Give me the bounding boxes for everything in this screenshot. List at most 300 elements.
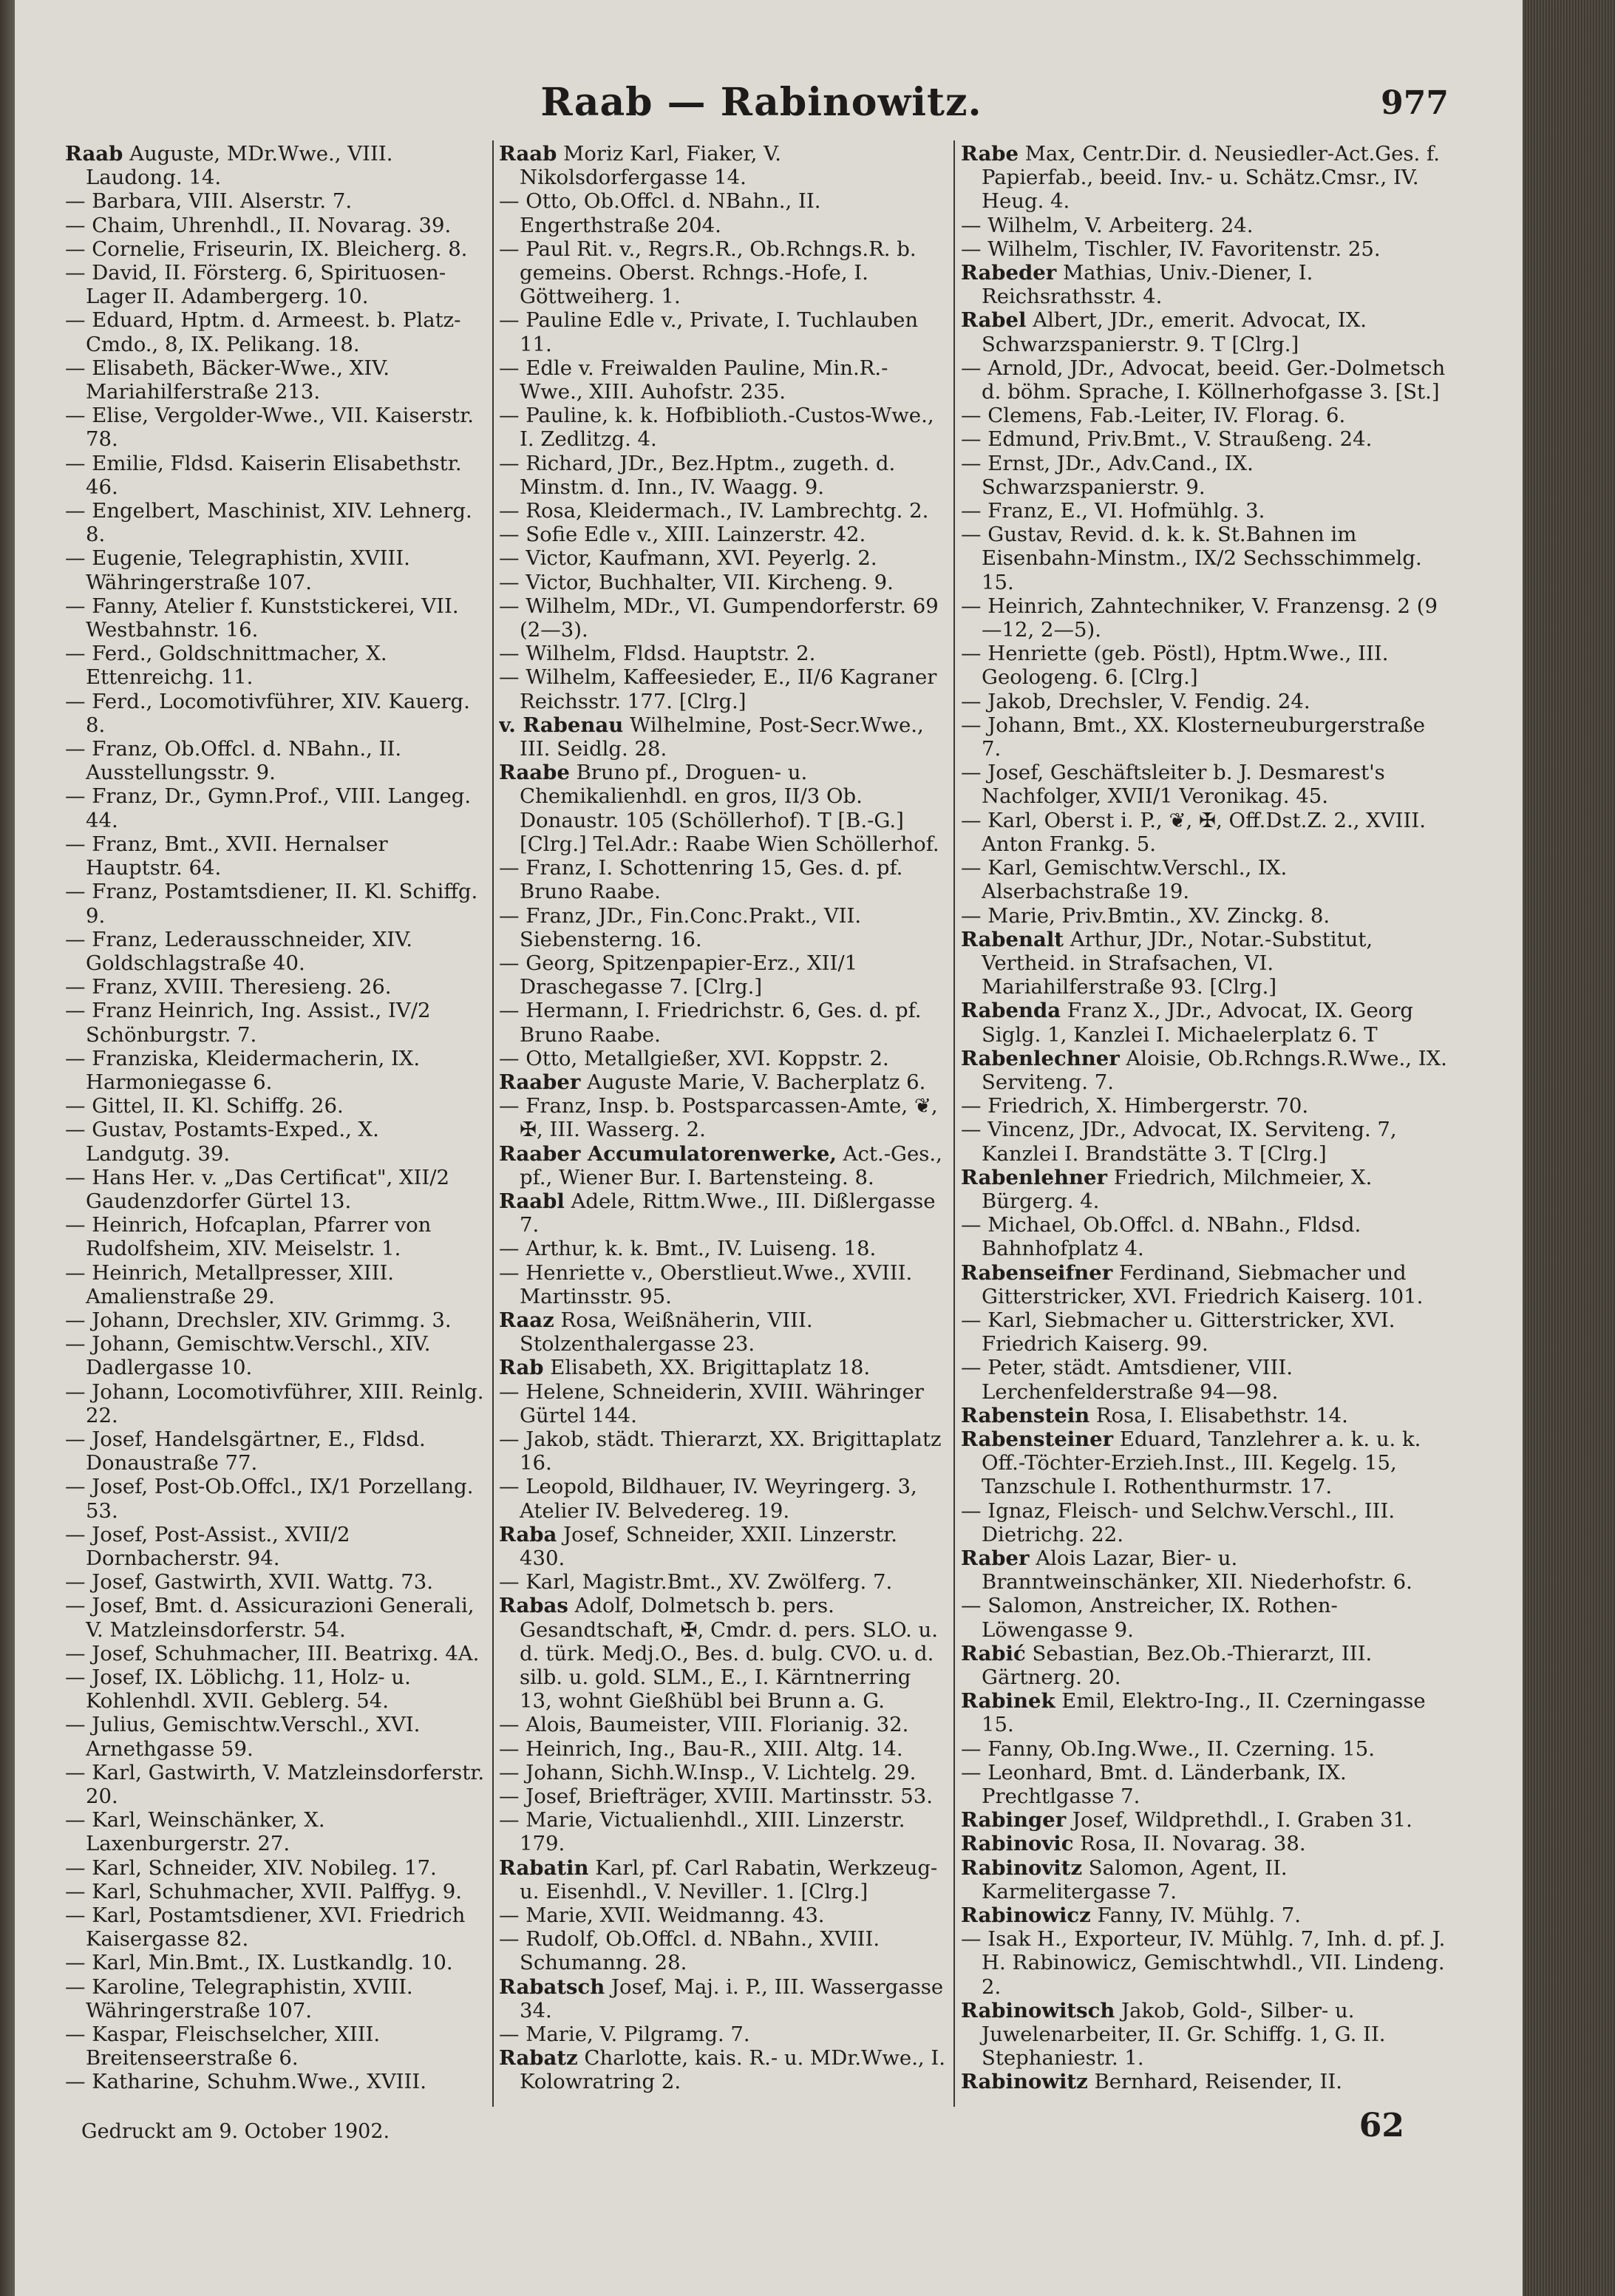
directory-entry bbox=[65, 1570, 488, 1594]
directory-entry bbox=[961, 1642, 1449, 1689]
entry-headword: Raab bbox=[65, 142, 123, 166]
entry-text: — Victor, Buchhalter, VII. Kircheng. 9. bbox=[499, 570, 894, 594]
entry-headword: Rabel bbox=[961, 308, 1027, 333]
entry-text: — Rosa, Kleidermach., IV. Lambrechtg. 2. bbox=[499, 499, 929, 523]
directory-entry bbox=[961, 1213, 1449, 1260]
directory-entry bbox=[961, 1761, 1449, 1808]
directory-entry bbox=[499, 523, 946, 546]
directory-entry bbox=[499, 1713, 946, 1736]
entry-text: Emil, Elektro-Ing., II. Czerningasse 15. bbox=[982, 1689, 1426, 1737]
directory-entry bbox=[961, 642, 1449, 689]
page-number: 977 bbox=[1381, 84, 1449, 122]
entry-text: — Josef, Schuhmacher, III. Beatrixg. 4A. bbox=[65, 1641, 480, 1665]
directory-entry bbox=[961, 1856, 1449, 1903]
entry-text: Franz X., JDr., Advocat, IX. Georg Siglg. 1, Kanzlei I. Michaelerplatz 6. T bbox=[982, 999, 1413, 1047]
directory-entry bbox=[961, 761, 1449, 808]
entry-text: — Clemens, Fab.-Leiter, IV. Florag. 6. bbox=[961, 404, 1346, 428]
directory-entry bbox=[961, 427, 1449, 451]
entry-headword: Rabinovitz bbox=[961, 1855, 1083, 1880]
entry-text: — Arnold, JDr., Advocat, beeid. Ger.-Dolmetsch d. böhm. Sprache, I. Köllnerhofgasse 3. [St.] bbox=[961, 356, 1446, 404]
entry-text: — Gustav, Revid. d. k. k. St.Bahnen im Eisenbahn-Minstm., IX/2 Sechsschimmelg. 15. bbox=[961, 523, 1422, 594]
entry-text: — Franz, Bmt., XVII. Hernalser Hauptstr. 64. bbox=[65, 832, 388, 880]
column-1 bbox=[65, 142, 488, 2093]
page-footer bbox=[81, 2107, 1449, 2159]
directory-entry bbox=[961, 1927, 1449, 1999]
directory-entry bbox=[65, 737, 488, 784]
entry-text: Auguste Marie, V. Bacherplatz 6. bbox=[580, 1070, 926, 1094]
directory-entry bbox=[65, 1808, 488, 1855]
entry-text: — Franz Heinrich, Ing. Assist., IV/2 Schönburgstr. 7. bbox=[65, 999, 431, 1047]
entry-text: — Johann, Sichh.W.Insp., V. Lichtelg. 29. bbox=[499, 1760, 917, 1784]
entry-text: — Franz, Insp. b. Postsparcassen-Amte, ❦, ✠, III. Wasserg. 2. bbox=[499, 1094, 938, 1142]
entry-text: — Leonhard, Bmt. d. Länderbank, IX. Prechtlgasse 7. bbox=[961, 1760, 1347, 1809]
directory-entry bbox=[65, 1903, 488, 1951]
directory-entry bbox=[961, 1689, 1449, 1736]
directory-entry bbox=[499, 856, 946, 903]
entry-text: — Pauline Edle v., Private, I. Tuchlauben 11. bbox=[499, 308, 919, 356]
directory-entry bbox=[65, 356, 488, 404]
entry-text: — Hans Her. v. „Das Certificat", XII/2 Gaudenzdorfer Gürtel 13. bbox=[65, 1165, 450, 1213]
entry-headword: Rabeder bbox=[961, 261, 1057, 285]
entry-text: — Wilhelm, V. Arbeiterg. 24. bbox=[961, 213, 1254, 237]
directory-entry bbox=[65, 1594, 488, 1641]
entry-text: — Alois, Baumeister, VIII. Florianig. 32. bbox=[499, 1713, 909, 1737]
entry-headword: Rabenseifner bbox=[961, 1260, 1113, 1285]
directory-entry bbox=[499, 1356, 946, 1379]
entry-text: — Rudolf, Ob.Offcl. d. NBahn., XVIII. Schumanng. 28. bbox=[499, 1927, 880, 1975]
entry-headword: Rabinger bbox=[961, 1808, 1067, 1833]
directory-entry bbox=[499, 594, 946, 642]
directory-entry bbox=[499, 142, 946, 189]
entry-text: — Josef, Bmt. d. Assicurazioni Generali, V. Matzleinsdorferstr. 54. bbox=[65, 1594, 475, 1642]
entry-headword: Raab bbox=[499, 142, 557, 166]
directory-entry bbox=[65, 2070, 488, 2093]
entry-headword: Rabinowicz bbox=[961, 1903, 1091, 1928]
directory-entry bbox=[961, 1047, 1449, 1094]
directory-entry bbox=[961, 1903, 1449, 1927]
entry-text: — Cornelie, Friseurin, IX. Bleicherg. 8. bbox=[65, 237, 468, 261]
directory-entry bbox=[499, 308, 946, 356]
entry-text: — Isak H., Exporteur, IV. Mühlg. 7, Inh. d. pf. J. H. Rabinowicz, Gemischtwhdl., VII. Lindeng. 2. bbox=[961, 1927, 1446, 1999]
entry-headword: Rab bbox=[499, 1356, 544, 1380]
column-2 bbox=[499, 142, 946, 2093]
entry-text: Adolf, Dolmetsch b. pers. Gesandtschaft, ✠, Cmdr. d. pers. SLO. u. d. türk. Medj.O., Bes. d. bulg. CVO. u. d. silb. u. gold. SLM., E., I. Kärntnerring 13, wohnt Gießhübl bei Brunn a. G. bbox=[520, 1594, 938, 1713]
entry-headword: Rabić bbox=[961, 1641, 1026, 1665]
directory-entry bbox=[499, 1308, 946, 1356]
entry-text: — Josef, Post-Ob.Offcl., IX/1 Porzellang. 53. bbox=[65, 1475, 474, 1523]
entry-text: — Johann, Bmt., XX. Klosterneuburgerstraße 7. bbox=[961, 713, 1426, 761]
directory-entry bbox=[961, 356, 1449, 404]
entry-text: — Johann, Drechsler, XIV. Grimmg. 3. bbox=[65, 1308, 452, 1332]
directory-entry bbox=[65, 594, 488, 642]
entry-text: — Georg, Spitzenpapier-Erz., XII/1 Draschegasse 7. [Clrg.] bbox=[499, 951, 858, 999]
directory-entry bbox=[961, 2070, 1449, 2093]
entry-text: — Franz, JDr., Fin.Conc.Prakt., VII. Siebensterng. 16. bbox=[499, 903, 862, 951]
entry-text: Arthur, JDr., Notar.-Substitut, Vertheid. in Strafsachen, VI. Mariahilferstraße 93. [Clrg.] bbox=[982, 927, 1373, 999]
entry-text: Karl, pf. Carl Rabatin, Werkzeug- u. Eisenhdl., V. Nevillег. 1. [Clrg.] bbox=[520, 1855, 938, 1903]
entry-headword: Raber bbox=[961, 1546, 1030, 1570]
directory-entry bbox=[499, 1142, 946, 1189]
entry-text: — Franz, Lederausschneider, XIV. Goldschlagstraße 40. bbox=[65, 927, 413, 975]
directory-entry bbox=[499, 1927, 946, 1974]
directory-entry bbox=[961, 809, 1449, 856]
directory-entry bbox=[65, 1761, 488, 1808]
directory-entry bbox=[961, 214, 1449, 237]
entry-text: — Katharine, Schuhm.Wwe., XVIII. bbox=[65, 2070, 427, 2093]
entry-headword: Rabenlehner bbox=[961, 1165, 1107, 1189]
directory-entry bbox=[961, 1118, 1449, 1165]
entry-text: Fanny, IV. Mühlg. 7. bbox=[1090, 1903, 1302, 1928]
directory-entry bbox=[499, 904, 946, 951]
directory-entry bbox=[65, 237, 488, 261]
directory-entry bbox=[65, 546, 488, 594]
directory-entry bbox=[499, 761, 946, 856]
directory-entry bbox=[65, 308, 488, 356]
directory-entry bbox=[499, 713, 946, 761]
page-edges bbox=[1523, 0, 1615, 2296]
entry-headword: Raaz bbox=[499, 1308, 554, 1332]
entry-headword: Rabatsch bbox=[499, 1974, 605, 1999]
entry-text: — Fanny, Atelier f. Kunststickerei, VII. Westbahnstr. 16. bbox=[65, 594, 459, 642]
entry-text: — Fanny, Ob.Ing.Wwe., II. Czerning. 15. bbox=[961, 1736, 1375, 1761]
directory-entry bbox=[499, 665, 946, 713]
entry-headword: Raaber Accumulatorenwerke, bbox=[499, 1141, 837, 1166]
directory-entry bbox=[499, 1975, 946, 2022]
entry-headword: Rabenlechner bbox=[961, 1046, 1120, 1070]
entry-text: Eduard, Tanzlehrer a. k. u. k. Off.-Töchter-Erzieh.Inst., III. Kegelg. 15, Tanzschule I. Rothenthurmstr. 17. bbox=[982, 1427, 1421, 1499]
entry-text: — Karl, Magistr.Bmt., XV. Zwölferg. 7. bbox=[499, 1570, 893, 1594]
directory-entry bbox=[499, 1784, 946, 1808]
entry-text: — Ignaz, Fleisch- und Selchw.Verschl., III. Dietrichg. 22. bbox=[961, 1498, 1395, 1546]
entry-text: Alois Lazar, Bier- u. Branntweinschänker, XII. Niederhofstr. 6. bbox=[982, 1546, 1412, 1594]
entry-text: — Richard, JDr., Bez.Hptm., zugeth. d. Minstm. d. Inn., IV. Waagg. 9. bbox=[499, 451, 896, 499]
directory-entry bbox=[961, 1999, 1449, 2071]
column-rule bbox=[953, 140, 955, 2107]
running-title: Raab — Rabinowitz. bbox=[540, 80, 982, 125]
entry-text: Friedrich, Milchmeier, X. Bürgerg. 4. bbox=[982, 1165, 1373, 1213]
directory-entry bbox=[961, 1308, 1449, 1356]
entry-text: — Eduard, Hptm. d. Armeest. b. Platz-Cmdo., 8, IX. Pelikang. 18. bbox=[65, 308, 461, 356]
entry-headword: v. Rabenau bbox=[499, 713, 624, 737]
entry-text: — Franziska, Kleidermacherin, IX. Harmoniegasse 6. bbox=[65, 1046, 421, 1094]
entry-text: — Wilhelm, MDr., VI. Gumpendorferstr. 69 (2—3). bbox=[499, 594, 939, 642]
directory-entry bbox=[499, 546, 946, 570]
directory-entry bbox=[499, 1237, 946, 1260]
directory-entry bbox=[65, 142, 488, 189]
directory-entry bbox=[65, 452, 488, 499]
entry-text: — Jakob, städt. Thierarzt, XX. Brigittaplatz 16. bbox=[499, 1427, 942, 1475]
column-rule bbox=[492, 140, 494, 2107]
entry-text: Aloisie, Ob.Rchngs.R.Wwe., IX. Serviteng. 7. bbox=[982, 1046, 1447, 1094]
directory-entry bbox=[499, 452, 946, 499]
directory-entry bbox=[961, 1261, 1449, 1308]
entry-text: Wilhelmine, Post-Secr.Wwe., III. Seidlg. 28. bbox=[520, 713, 924, 761]
directory-entry bbox=[65, 214, 488, 237]
directory-entry bbox=[65, 999, 488, 1046]
entry-text: — Peter, städt. Amtsdiener, VIII. Lerchenfelderstraße 94—98. bbox=[961, 1356, 1293, 1404]
directory-entry bbox=[65, 832, 488, 880]
directory-entry bbox=[961, 713, 1449, 761]
directory-entry bbox=[65, 1332, 488, 1379]
directory-entry bbox=[961, 999, 1449, 1046]
directory-entry bbox=[65, 690, 488, 737]
directory-entry bbox=[65, 499, 488, 546]
directory-entry bbox=[499, 356, 946, 404]
entry-text: — Josef, Geschäftsleiter b. J. Desmarest's Nachfolger, XVII/1 Veronikag. 45. bbox=[961, 761, 1385, 809]
directory-entry bbox=[499, 404, 946, 451]
directory-entry bbox=[961, 690, 1449, 713]
entry-text: — Engelbert, Maschinist, XIV. Lehnerg. 8. bbox=[65, 499, 472, 547]
directory-entry bbox=[961, 261, 1449, 308]
directory-entry bbox=[499, 1070, 946, 1094]
entry-text: — Pauline, k. k. Hofbiblioth.-Custos-Wwe., I. Zedlitzg. 4. bbox=[499, 404, 934, 452]
entry-text: — Franz, E., VI. Hofmühlg. 3. bbox=[961, 499, 1265, 523]
print-date: Gedruckt am 9. October 1902. bbox=[81, 2120, 390, 2143]
entry-text: — Kaspar, Fleischselcher, XIII. Breitenseerstraße 6. bbox=[65, 2022, 381, 2071]
entry-text: Josef, Maj. i. P., III. Wassergasse 34. bbox=[520, 1974, 944, 2022]
directory-entry bbox=[499, 1737, 946, 1761]
entry-text: — Helene, Schneiderin, XVIII. Währinger Gürtel 144. bbox=[499, 1379, 924, 1427]
directory-entry bbox=[65, 1380, 488, 1427]
entry-headword: Rabinek bbox=[961, 1689, 1055, 1713]
directory-entry bbox=[961, 856, 1449, 903]
directory-entry bbox=[961, 594, 1449, 642]
directory-entry bbox=[499, 1094, 946, 1141]
entry-text: — Franz, Dr., Gymn.Prof., VIII. Langeg. 44. bbox=[65, 784, 472, 832]
entry-text: — Karl, Gastwirth, V. Matzleinsdorferstr. 20. bbox=[65, 1760, 485, 1809]
entry-text: Rosa, I. Elisabethstr. 14. bbox=[1089, 1403, 1348, 1427]
entry-headword: Rabatz bbox=[499, 2046, 578, 2071]
entry-text: Bruno pf., Droguen- u. Chemikalienhdl. en gros, II/3 Ob. Donaustr. 105 (Schöllerhof). T [B.-G.] [Clrg.] Tel.Adr.: Raabe Wien Schöllerhof. bbox=[520, 761, 939, 856]
directory-entry bbox=[65, 1308, 488, 1332]
entry-text: — Barbara, VIII. Alserstr. 7. bbox=[65, 189, 353, 214]
entry-text: Act.-Ges., pf., Wiener Bur. I. Bartensteing. 8. bbox=[520, 1141, 942, 1189]
entry-text: — Heinrich, Zahntechniker, V. Franzensg. 2 (9—12, 2—5). bbox=[961, 594, 1438, 642]
entry-text: — Josef, Briefträger, XVIII. Martinsstr. 53. bbox=[499, 1784, 933, 1809]
directory-entry bbox=[961, 1499, 1449, 1546]
directory-entry bbox=[961, 928, 1449, 999]
entry-text: — David, II. Försterg. 6, Spirituosen-Lager II. Adambergerg. 10. bbox=[65, 261, 446, 309]
entry-text: Elisabeth, XX. Brigittaplatz 18. bbox=[543, 1356, 871, 1380]
directory-entry bbox=[65, 1975, 488, 2022]
entry-text: — Gittel, II. Kl. Schiffg. 26. bbox=[65, 1094, 344, 1118]
directory-entry bbox=[65, 1213, 488, 1260]
directory-entry bbox=[961, 1356, 1449, 1403]
entry-text: — Marie, V. Pilgramg. 7. bbox=[499, 2022, 750, 2047]
directory-entry bbox=[499, 1570, 946, 1594]
directory-entry bbox=[961, 523, 1449, 594]
directory-entry bbox=[961, 1594, 1449, 1641]
entry-text: — Leopold, Bildhauer, IV. Weyringerg. 3, Atelier IV. Belvedereg. 19. bbox=[499, 1475, 917, 1523]
entry-text: — Josef, Post-Assist., XVII/2 Dornbacherstr. 94. bbox=[65, 1522, 350, 1570]
directory-entry bbox=[499, 1761, 946, 1784]
entry-text: — Franz, Ob.Offcl. d. NBahn., II. Ausstellungsstr. 9. bbox=[65, 737, 402, 785]
entry-headword: Raba bbox=[499, 1522, 557, 1546]
entry-headword: Rabinowitsch bbox=[961, 1998, 1115, 2022]
entry-text: — Heinrich, Hofcaplan, Pfarrer von Rudolfsheim, XIV. Meiselstr. 1. bbox=[65, 1213, 432, 1261]
entry-text: Charlotte, kais. R.- u. MDr.Wwe., I. Kolowratring 2. bbox=[520, 2046, 946, 2093]
entry-text: — Ernst, JDr., Adv.Cand., IX. Schwarzspanierstr. 9. bbox=[961, 451, 1254, 499]
directory-entry bbox=[961, 142, 1449, 214]
directory-entry bbox=[961, 452, 1449, 499]
directory-entry bbox=[65, 928, 488, 975]
directory-entry bbox=[961, 237, 1449, 261]
entry-text: — Elise, Vergolder-Wwe., VII. Kaiserstr. 78. bbox=[65, 404, 474, 452]
entry-text: — Franz, I. Schottenring 15, Ges. d. pf. Bruno Raabe. bbox=[499, 856, 903, 904]
entry-text: — Karl, Schneider, XIV. Nobileg. 17. bbox=[65, 1855, 437, 1880]
directory-entry bbox=[65, 784, 488, 832]
entry-text: — Wilhelm, Tischler, IV. Favoritenstr. 25. bbox=[961, 237, 1381, 261]
entry-headword: Rabas bbox=[499, 1594, 568, 1618]
entry-text: — Karl, Siebmacher u. Gitterstricker, XVI. Friedrich Kaiserg. 99. bbox=[961, 1308, 1395, 1356]
entry-headword: Rabenda bbox=[961, 999, 1061, 1023]
directory-entry bbox=[65, 1642, 488, 1665]
entry-text: — Otto, Metallgießer, XVI. Koppstr. 2. bbox=[499, 1046, 889, 1070]
entry-text: — Ferd., Goldschnittmacher, X. Ettenreichg. 11. bbox=[65, 642, 387, 690]
entry-text: — Wilhelm, Fldsd. Hauptstr. 2. bbox=[499, 642, 816, 666]
entry-text: — Arthur, k. k. Bmt., IV. Luiseng. 18. bbox=[499, 1237, 877, 1261]
entry-text: — Michael, Ob.Offcl. d. NBahn., Fldsd. Bahnhofplatz 4. bbox=[961, 1213, 1361, 1261]
entry-text: — Heinrich, Metallpresser, XIII. Amalienstraße 29. bbox=[65, 1260, 395, 1308]
directory-entry bbox=[499, 189, 946, 237]
entry-text: — Karl, Min.Bmt., IX. Lustkandlg. 10. bbox=[65, 1951, 453, 1975]
entry-headword: Rabatin bbox=[499, 1855, 589, 1880]
entry-headword: Rabensteiner bbox=[961, 1427, 1114, 1451]
entry-headword: Raabl bbox=[499, 1189, 565, 1213]
directory-entry bbox=[961, 1808, 1449, 1832]
directory-entry bbox=[65, 1166, 488, 1213]
column-3 bbox=[961, 142, 1449, 2093]
directory-entry bbox=[961, 308, 1449, 356]
directory-entry bbox=[499, 642, 946, 665]
directory-entry bbox=[65, 1713, 488, 1760]
directory-entry bbox=[65, 975, 488, 999]
directory-entry bbox=[499, 499, 946, 523]
entry-text: Albert, JDr., emerit. Advocat, IX. Schwarzspanierstr. 9. T [Clrg.] bbox=[982, 308, 1367, 356]
entry-text: — Victor, Kaufmann, XVI. Peyerlg. 2. bbox=[499, 546, 877, 571]
directory-entry bbox=[961, 1404, 1449, 1427]
entry-text: — Ferd., Locomotivführer, XIV. Kauerg. 8. bbox=[65, 689, 470, 737]
directory-entry bbox=[65, 1118, 488, 1165]
directory-entry bbox=[499, 1475, 946, 1522]
entry-text: — Heinrich, Ing., Bau-R., XIII. Altg. 14. bbox=[499, 1736, 903, 1761]
directory-entry bbox=[961, 904, 1449, 928]
directory-entry bbox=[499, 237, 946, 309]
entry-text: Rosa, II. Novarag. 38. bbox=[1073, 1832, 1306, 1856]
directory-entry bbox=[961, 404, 1449, 427]
entry-text: — Josef, IX. Löblichg. 11, Holz- u. Kohlenhdl. XVII. Geblerg. 54. bbox=[65, 1665, 411, 1713]
entry-text: — Eugenie, Telegraphistin, XVIII. Währingerstraße 107. bbox=[65, 546, 410, 594]
directory-entry bbox=[499, 1903, 946, 1927]
entry-text: Max, Centr.Dir. d. Neusiedler-Act.Ges. f. Papierfab., beeid. Inv.- u. Schätz.Cmsr., IV. Heug. 4. bbox=[982, 142, 1440, 214]
directory-entry bbox=[499, 951, 946, 999]
entry-text: — Karl, Oberst i. P., ❦, ✠, Off.Dst.Z. 2., XVIII. Anton Frankg. 5. bbox=[961, 808, 1426, 856]
entry-text: Josef, Wildprethdl., I. Graben 31. bbox=[1066, 1808, 1412, 1833]
directory-entry bbox=[65, 1427, 488, 1475]
directory-entry bbox=[65, 404, 488, 451]
entry-text: — Edmund, Priv.Bmt., V. Straußeng. 24. bbox=[961, 427, 1373, 452]
entry-text: — Gustav, Postamts-Exped., X. Landgutg. 39. bbox=[65, 1118, 379, 1166]
entry-text: Bernhard, Reisender, II. bbox=[1094, 2070, 1343, 2093]
entry-text: — Emilie, Fldsd. Kaiserin Elisabethstr. 46. bbox=[65, 451, 462, 499]
directory-entry bbox=[499, 1523, 946, 1570]
entry-text: Moriz Karl, Fiaker, V. Nikolsdorfergasse 14. bbox=[520, 142, 781, 190]
directory-entry bbox=[499, 2022, 946, 2046]
entry-text: — Karl, Schuhmacher, XVII. Palffyg. 9. bbox=[65, 1879, 462, 1903]
entry-text: — Elisabeth, Bäcker-Wwe., XIV. Mariahilferstraße 213. bbox=[65, 356, 390, 404]
directory-entry bbox=[65, 880, 488, 927]
entry-text: — Sofie Edle v., XIII. Lainzerstr. 42. bbox=[499, 523, 866, 547]
entry-text: — Otto, Ob.Offcl. d. NBahn., II. Engerthstraße 204. bbox=[499, 189, 821, 237]
entry-text: — Vincenz, JDr., Advocat, IX. Serviteng. 7, Kanzlei I. Brandstätte 3. T [Clrg.] bbox=[961, 1118, 1397, 1166]
directory-entry bbox=[961, 1094, 1449, 1118]
page-header bbox=[59, 80, 1463, 146]
entry-text: Auguste, MDr.Wwe., VIII. Laudong. 14. bbox=[86, 142, 393, 190]
directory-entry bbox=[961, 1546, 1449, 1594]
entry-text: — Johann, Gemischtw.Verschl., XIV. Dadlergasse 10. bbox=[65, 1332, 431, 1380]
entry-text: — Salomon, Anstreicher, IX. Rothen-Löwengasse 9. bbox=[961, 1594, 1338, 1642]
entry-text: — Marie, Priv.Bmtin., XV. Zinckg. 8. bbox=[961, 903, 1330, 928]
directory-entry bbox=[65, 1880, 488, 1903]
directory-entry bbox=[499, 571, 946, 594]
directory-entry bbox=[65, 1475, 488, 1522]
entry-headword: Rabinovic bbox=[961, 1832, 1074, 1856]
entry-text: — Jakob, Drechsler, V. Fendig. 24. bbox=[961, 689, 1310, 713]
entry-text: — Paul Rit. v., Regrs.R., Ob.Rchngs.R. b. gemeins. Oberst. Rchngs.-Hofe, I. Göttweiherg. 1. bbox=[499, 237, 917, 309]
directory-entry bbox=[961, 1737, 1449, 1761]
entry-headword: Raaber bbox=[499, 1070, 581, 1094]
entry-text: — Edle v. Freiwalden Pauline, Min.R.-Wwe., XIII. Auhofstr. 235. bbox=[499, 356, 888, 404]
entry-headword: Rabenstein bbox=[961, 1403, 1090, 1427]
directory-entry bbox=[961, 499, 1449, 523]
directory-entry bbox=[499, 1261, 946, 1308]
entry-headword: Rabe bbox=[961, 142, 1019, 166]
entry-text: — Franz, XVIII. Theresieng. 26. bbox=[65, 975, 392, 999]
directory-entry bbox=[961, 1832, 1449, 1855]
entry-headword: Rabenalt bbox=[961, 927, 1064, 951]
entry-text: — Franz, Postamtsdiener, II. Kl. Schiffg. 9. bbox=[65, 880, 478, 928]
directory-entry bbox=[65, 2022, 488, 2070]
entry-text: — Marie, Victualienhdl., XIII. Linzerstr. 179. bbox=[499, 1808, 905, 1856]
directory-entry bbox=[499, 999, 946, 1046]
signature-mark: 62 bbox=[1359, 2107, 1404, 2144]
directory-entry bbox=[65, 1856, 488, 1880]
entry-text: Ferdinand, Siebmacher und Gitterstricker, XVI. Friedrich Kaiserg. 101. bbox=[982, 1260, 1424, 1308]
entry-text: Josef, Schneider, XXII. Linzerstr. 430. bbox=[520, 1522, 898, 1570]
directory-entry bbox=[499, 1047, 946, 1070]
entry-text: — Henriette v., Oberstlieut.Wwe., XVIII. Martinsstr. 95. bbox=[499, 1260, 913, 1308]
directory-entry bbox=[961, 1166, 1449, 1213]
directory-entry bbox=[499, 2046, 946, 2093]
entry-text: — Henriette (geb. Pöstl), Hptm.Wwe., III. Geologeng. 6. [Clrg.] bbox=[961, 642, 1389, 690]
entry-text: — Hermann, I. Friedrichstr. 6, Ges. d. pf. Bruno Raabe. bbox=[499, 999, 922, 1047]
entry-text: — Chaim, Uhrenhdl., II. Novarag. 39. bbox=[65, 213, 452, 237]
entry-text: — Karl, Weinschänker, X. Laxenburgerstr. 27. bbox=[65, 1808, 325, 1856]
entry-text: Rosa, Weißnäherin, VIII. Stolzenthalergasse 23. bbox=[520, 1308, 813, 1356]
directory-entry bbox=[499, 1380, 946, 1427]
entry-text: — Friedrich, X. Himbergerstr. 70. bbox=[961, 1094, 1309, 1118]
entry-text: Adele, Rittm.Wwe., III. Dißlergasse 7. bbox=[520, 1189, 936, 1237]
directory-entry bbox=[65, 1261, 488, 1308]
entry-text: — Karoline, Telegraphistin, XVIII. Währingerstraße 107. bbox=[65, 1974, 413, 2022]
entry-headword: Raabe bbox=[499, 761, 570, 785]
entry-text: — Josef, Handelsgärtner, E., Fldsd. Donaustraße 77. bbox=[65, 1427, 426, 1475]
directory-entry bbox=[65, 1094, 488, 1118]
entry-headword: Rabinowitz bbox=[961, 2070, 1088, 2093]
entry-text: Salomon, Agent, II. Karmelitergasse 7. bbox=[982, 1855, 1288, 1903]
entry-text: — Marie, XVII. Weidmanng. 43. bbox=[499, 1903, 825, 1928]
directory-entry bbox=[65, 261, 488, 308]
